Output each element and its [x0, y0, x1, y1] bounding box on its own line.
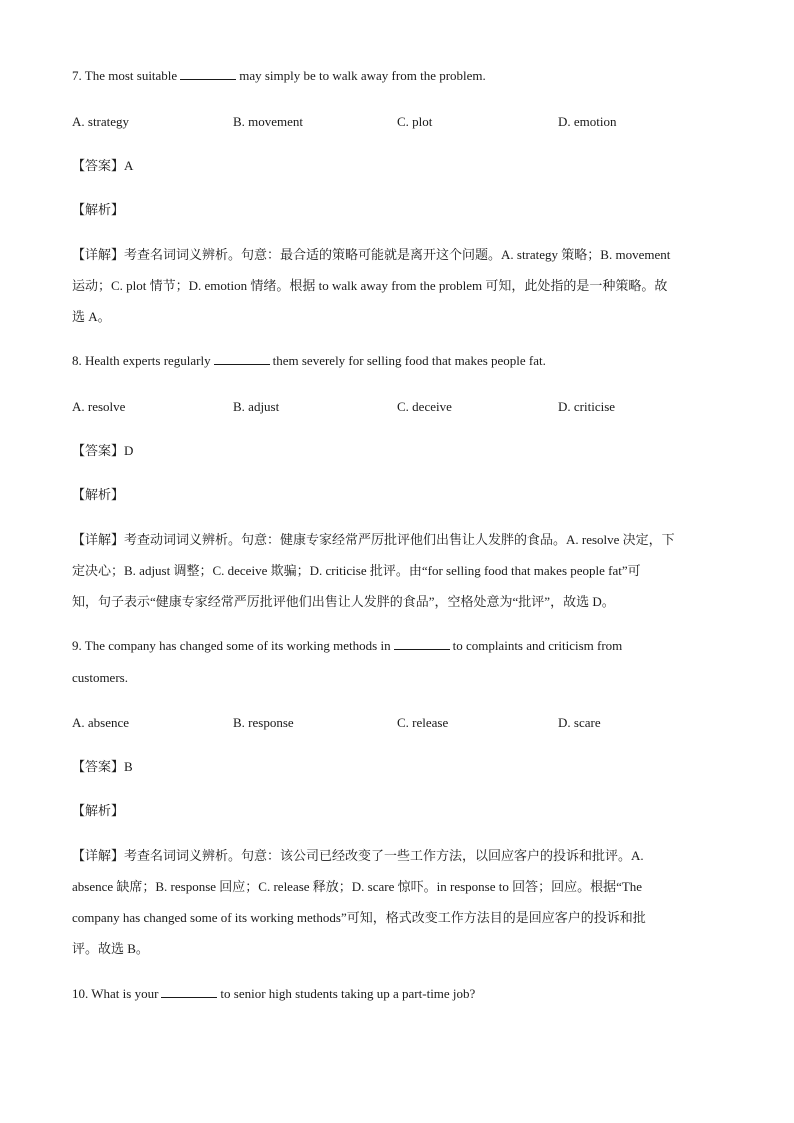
question-9-stem-line2: customers. [72, 670, 128, 685]
question-7-detail [72, 239, 724, 332]
question-9-option-b: B. response [233, 715, 294, 730]
question-8-option-c: C. deceive [397, 399, 452, 414]
question-7-option-a: A. strategy [72, 114, 130, 129]
question-7-stem-after: may simply be to walk away from the problem. [239, 68, 486, 83]
question-7-blank [180, 68, 236, 80]
question-10-stem-before: 10. What is your [72, 986, 159, 1001]
question-8-option-d: D. criticise [558, 399, 616, 414]
question-7-option-b: B. movement [233, 114, 304, 129]
question-8-stem-after: them severely for selling food that makes people fat. [272, 353, 546, 368]
question-8-detail-line: 【详解】考查动词词义辨析。句意：健康专家经常严厉批评他们出售让人发胖的食品。A. resolve 决定，下 [72, 532, 675, 547]
question-8-option-a: A. resolve [72, 399, 126, 414]
question-9-option-c: C. release [397, 715, 449, 730]
question-10-stem [72, 986, 475, 1002]
question-8-answer-value: D [124, 443, 134, 458]
question-8-answer [72, 443, 133, 459]
answer-label: 【答案】 [72, 759, 125, 774]
answer-label: 【答案】 [72, 158, 125, 173]
answer-label: 【答案】 [72, 443, 125, 458]
question-8-detail-line: 定决心；B. adjust 调整；C. deceive 欺骗；D. criticise 批评。由“for selling food that makes people fat”可 [72, 563, 641, 578]
question-8-stem-before: 8. Health experts regularly [72, 353, 211, 368]
question-8-detail-line: 知，句子表示“健康专家经常严厉批评他们出售让人发胖的食品”，空格处意为“批评”，故选 D。 [72, 594, 615, 609]
question-9-option-d: D. scare [558, 715, 601, 730]
question-7-answer [72, 158, 133, 174]
question-9-detail [72, 840, 724, 964]
question-9-detail-line: absence 缺席；B. response 回应；C. release 释放；D. scare 惊吓。in response to 回答；回应。根据“The [72, 879, 643, 894]
question-9-detail-line: 评。故选 B。 [72, 941, 149, 956]
question-7-stem [72, 68, 486, 84]
question-8-option-b: B. adjust [233, 399, 280, 414]
question-9-answer [72, 759, 133, 775]
question-9-stem [72, 638, 622, 654]
question-9-answer-value: B [124, 759, 133, 774]
question-7-stem-before: 7. The most suitable [72, 68, 178, 83]
question-7-analysis-label: 【解析】 [72, 202, 125, 217]
question-10-blank [161, 986, 217, 998]
question-7-option-c: C. plot [397, 114, 433, 129]
question-9-blank [394, 638, 450, 650]
question-9-analysis-label: 【解析】 [72, 803, 125, 818]
question-8-detail [72, 524, 724, 617]
question-9-detail-line: 【详解】考查名词词义辨析。句意：该公司已经改变了一些工作方法，以回应客户的投诉和批评。A. [72, 848, 644, 863]
question-8-analysis-label: 【解析】 [72, 487, 125, 502]
question-7-option-d: D. emotion [558, 114, 617, 129]
question-10-stem-after: to senior high students taking up a part-time job? [220, 986, 476, 1001]
question-9-stem-before: 9. The company has changed some of its working methods in [72, 638, 391, 653]
question-9-option-a: A. absence [72, 715, 130, 730]
question-7-detail-line: 选 A。 [72, 309, 111, 324]
question-8-blank [214, 353, 270, 365]
question-9-stem-after: to complaints and criticism from [452, 638, 623, 653]
question-7-detail-line: 运动；C. plot 情节；D. emotion 情绪。根据 to walk away from the problem 可知，此处指的是一种策略。故 [72, 278, 668, 293]
question-7-detail-line: 【详解】考查名词词义辨析。句意：最合适的策略可能就是离开这个问题。A. strategy 策略；B. movement [72, 247, 671, 262]
question-8-stem [72, 353, 546, 369]
question-9-detail-line: company has changed some of its working methods”可知，格式改变工作方法目的是回应客户的投诉和批 [72, 910, 646, 925]
question-7-answer-value: A [124, 158, 134, 173]
